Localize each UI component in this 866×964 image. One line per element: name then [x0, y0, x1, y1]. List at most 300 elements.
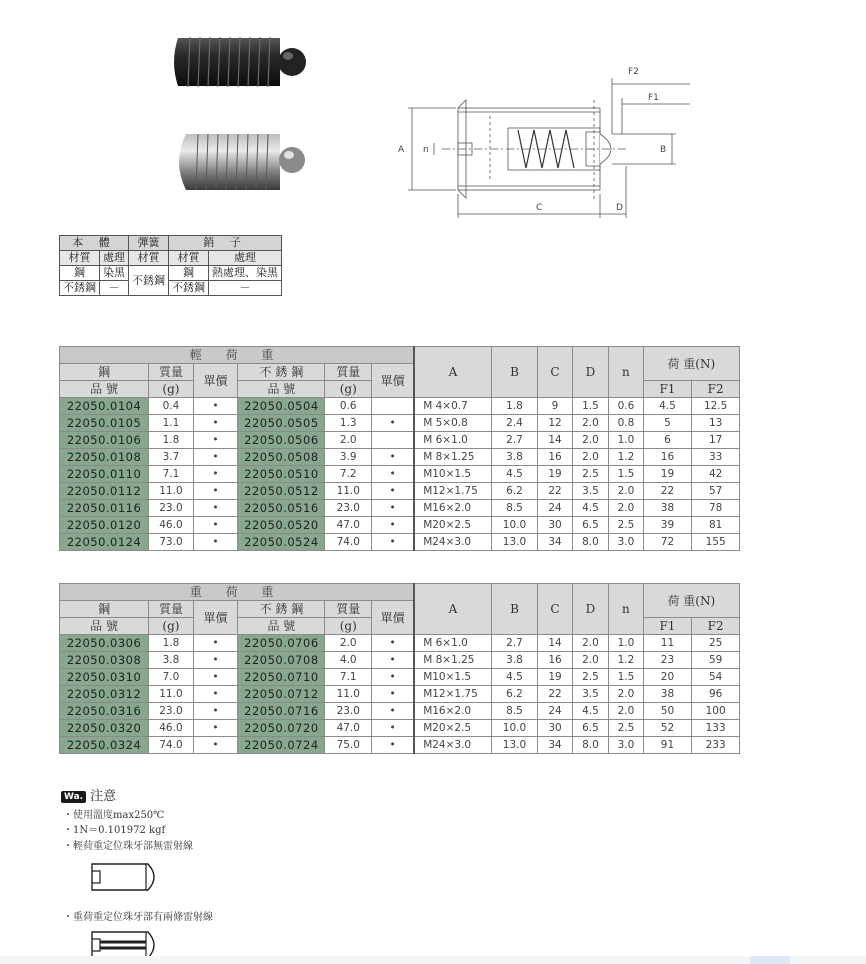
cell-C: 16 [538, 652, 572, 669]
cell-price2: • [372, 737, 415, 754]
cell-D: 8.0 [572, 737, 608, 754]
cell-code: 22050.0116 [60, 500, 149, 517]
cell-A: M 6×1.0 [414, 432, 491, 449]
cell-C: 19 [538, 669, 572, 686]
table-row [60, 703, 740, 720]
cell-B: 8.5 [491, 500, 538, 517]
mat-header-body: 本 體 [60, 236, 129, 251]
cell-F1: 38 [643, 500, 692, 517]
cell-code2: 22050.0516 [238, 500, 325, 517]
mat-header-spring: 彈簧 [129, 236, 169, 251]
cell-A: M16×2.0 [414, 500, 491, 517]
mat-cell: 染黑 [100, 266, 129, 281]
col-stainless: 不 銹 鋼 [238, 364, 325, 381]
col-n: n [609, 584, 643, 635]
cell-code: 22050.0104 [60, 398, 149, 415]
cell-price: • [193, 466, 238, 483]
col-mass-unit: (g) [149, 381, 194, 398]
col-D: D [572, 584, 608, 635]
cell-mass2: 47.0 [325, 720, 372, 737]
cell-code: 22050.0110 [60, 466, 149, 483]
cell-D: 1.5 [572, 398, 608, 415]
cell-F2: 12.5 [692, 398, 740, 415]
cell-price: • [193, 686, 238, 703]
cell-B: 4.5 [491, 669, 538, 686]
cell-mass2: 2.0 [325, 432, 372, 449]
cell-price: • [193, 432, 238, 449]
cell-code2: 22050.0506 [238, 432, 325, 449]
dim-label-D: D [616, 203, 623, 213]
cell-price2: • [372, 703, 415, 720]
note-light-load-marking: ・輕荷重定位珠牙部無雷射線 [63, 841, 193, 852]
cell-B: 8.5 [491, 703, 538, 720]
cell-D: 2.0 [572, 415, 608, 432]
cell-D: 2.5 [572, 669, 608, 686]
cell-F2: 133 [692, 720, 740, 737]
cell-mass: 1.8 [149, 635, 194, 652]
bottom-bar-accent [750, 956, 790, 964]
mat-cell: － [209, 281, 282, 296]
cell-code2: 22050.0520 [238, 517, 325, 534]
cell-B: 13.0 [491, 534, 538, 551]
cell-price2: • [372, 415, 415, 432]
col-code2: 品 號 [238, 618, 325, 635]
cell-price2: • [372, 449, 415, 466]
col-A: A [414, 584, 491, 635]
cell-F1: 91 [643, 737, 692, 754]
cell-D: 2.0 [572, 652, 608, 669]
cell-price2 [372, 432, 415, 449]
cell-A: M20×2.5 [414, 517, 491, 534]
mat-cell: 不銹鋼 [60, 281, 100, 296]
cell-n: 2.5 [609, 517, 643, 534]
note-heavy-load-marking: ・重荷重定位珠牙部有兩條雷射線 [63, 912, 213, 923]
technical-drawing [390, 60, 690, 220]
col-steel: 鋼 [60, 601, 149, 618]
cell-price: • [193, 534, 238, 551]
cell-F1: 39 [643, 517, 692, 534]
col-load: 荷 重(N) [643, 347, 739, 381]
mat-header-pin: 銷 子 [169, 236, 282, 251]
cell-D: 6.5 [572, 517, 608, 534]
cell-n: 1.5 [609, 466, 643, 483]
cell-A: M16×2.0 [414, 703, 491, 720]
cell-B: 13.0 [491, 737, 538, 754]
cell-F2: 81 [692, 517, 740, 534]
table-row [60, 432, 740, 449]
cell-mass2: 3.9 [325, 449, 372, 466]
cell-price: • [193, 669, 238, 686]
col-B: B [491, 347, 538, 398]
cell-B: 2.7 [491, 432, 538, 449]
dim-label-B: B [660, 145, 667, 155]
cell-mass2: 7.1 [325, 669, 372, 686]
cell-n: 2.0 [609, 483, 643, 500]
cell-code2: 22050.0712 [238, 686, 325, 703]
table-row [60, 669, 740, 686]
col-D: D [572, 347, 608, 398]
col-C: C [538, 584, 572, 635]
cell-A: M24×3.0 [414, 534, 491, 551]
col-price: 單價 [193, 364, 238, 398]
cell-mass2: 11.0 [325, 686, 372, 703]
table-row [60, 737, 740, 754]
cell-A: M 8×1.25 [414, 449, 491, 466]
cell-F2: 233 [692, 737, 740, 754]
cell-price: • [193, 483, 238, 500]
cell-code2: 22050.0524 [238, 534, 325, 551]
cell-B: 2.7 [491, 635, 538, 652]
cell-D: 4.5 [572, 500, 608, 517]
cell-C: 19 [538, 466, 572, 483]
cell-F1: 23 [643, 652, 692, 669]
col-F1: F1 [643, 381, 692, 398]
cell-code2: 22050.0716 [238, 703, 325, 720]
cell-n: 1.0 [609, 432, 643, 449]
cell-B: 6.2 [491, 483, 538, 500]
cell-code: 22050.0106 [60, 432, 149, 449]
cell-C: 22 [538, 483, 572, 500]
table-row [60, 449, 740, 466]
table-row [60, 635, 740, 652]
cell-code: 22050.0112 [60, 483, 149, 500]
cell-code2: 22050.0720 [238, 720, 325, 737]
col-mass2: 質量 [325, 601, 372, 618]
dim-label-n: n [423, 145, 429, 155]
cell-A: M 6×1.0 [414, 635, 491, 652]
mat-subheader: 材質 [60, 251, 100, 266]
table-row [60, 652, 740, 669]
cell-mass2: 47.0 [325, 517, 372, 534]
cell-code2: 22050.0510 [238, 466, 325, 483]
cell-code: 22050.0108 [60, 449, 149, 466]
dim-label-F2: F2 [628, 67, 639, 77]
cell-F1: 5 [643, 415, 692, 432]
cell-C: 14 [538, 432, 572, 449]
cell-mass2: 74.0 [325, 534, 372, 551]
cell-C: 9 [538, 398, 572, 415]
cell-n: 2.0 [609, 500, 643, 517]
cell-F1: 20 [643, 669, 692, 686]
cell-mass2: 2.0 [325, 635, 372, 652]
cell-F2: 96 [692, 686, 740, 703]
col-A: A [414, 347, 491, 398]
cell-price: • [193, 703, 238, 720]
cell-C: 22 [538, 686, 572, 703]
cell-price: • [193, 720, 238, 737]
mat-cell: 鋼 [60, 266, 100, 281]
cell-n: 2.5 [609, 720, 643, 737]
mat-subheader: 處理 [100, 251, 129, 266]
table-row [60, 415, 740, 432]
cell-code2: 22050.0508 [238, 449, 325, 466]
cell-D: 4.5 [572, 703, 608, 720]
cell-mass: 1.8 [149, 432, 194, 449]
cell-code2: 22050.0505 [238, 415, 325, 432]
col-F2: F2 [692, 381, 740, 398]
heavy-group-label: 重 荷 重 [60, 584, 415, 601]
cell-C: 24 [538, 500, 572, 517]
cell-code: 22050.0105 [60, 415, 149, 432]
cell-A: M 5×0.8 [414, 415, 491, 432]
cell-n: 1.5 [609, 669, 643, 686]
col-mass: 質量 [149, 601, 194, 618]
cell-price: • [193, 652, 238, 669]
cell-D: 3.5 [572, 483, 608, 500]
col-C: C [538, 347, 572, 398]
dim-label-F1: F1 [648, 93, 659, 103]
note-unit-conversion: ・1N＝0.101972 kgf [63, 825, 166, 836]
cell-mass: 11.0 [149, 686, 194, 703]
cell-B: 2.4 [491, 415, 538, 432]
cell-price2: • [372, 652, 415, 669]
cell-mass2: 7.2 [325, 466, 372, 483]
cell-F2: 25 [692, 635, 740, 652]
cell-mass: 11.0 [149, 483, 194, 500]
col-mass2: 質量 [325, 364, 372, 381]
cell-B: 3.8 [491, 449, 538, 466]
cell-mass: 7.1 [149, 466, 194, 483]
cell-F1: 4.5 [643, 398, 692, 415]
cell-code: 22050.0308 [60, 652, 149, 669]
light-group-label: 輕 荷 重 [60, 347, 415, 364]
mat-subheader: 處理 [209, 251, 282, 266]
cell-code: 22050.0310 [60, 669, 149, 686]
mat-subheader: 材質 [129, 251, 169, 266]
mat-subheader: 材質 [169, 251, 209, 266]
cell-C: 12 [538, 415, 572, 432]
dim-label-A: A [398, 145, 405, 155]
col-load: 荷 重(N) [643, 584, 739, 618]
cell-C: 30 [538, 517, 572, 534]
table-row [60, 483, 740, 500]
cell-D: 2.0 [572, 432, 608, 449]
cell-price: • [193, 500, 238, 517]
col-stainless: 不 銹 鋼 [238, 601, 325, 618]
cell-mass: 73.0 [149, 534, 194, 551]
cell-D: 2.0 [572, 449, 608, 466]
cell-F2: 33 [692, 449, 740, 466]
col-mass-unit: (g) [149, 618, 194, 635]
table-row [60, 466, 740, 483]
cell-A: M10×1.5 [414, 466, 491, 483]
table-row [60, 720, 740, 737]
col-n: n [609, 347, 643, 398]
cell-price: • [193, 449, 238, 466]
stainless-plunger-photo [172, 128, 308, 198]
cell-F2: 17 [692, 432, 740, 449]
material-table [59, 235, 282, 296]
cell-price: • [193, 737, 238, 754]
cell-B: 6.2 [491, 686, 538, 703]
cell-n: 1.0 [609, 635, 643, 652]
cell-mass2: 23.0 [325, 500, 372, 517]
table-row [60, 517, 740, 534]
cell-A: M20×2.5 [414, 720, 491, 737]
notes-title: 注意 [90, 789, 117, 804]
col-code2: 品 號 [238, 381, 325, 398]
col-mass-unit2: (g) [325, 618, 372, 635]
cell-n: 1.2 [609, 652, 643, 669]
cell-n: 2.0 [609, 686, 643, 703]
cell-F1: 72 [643, 534, 692, 551]
cell-B: 1.8 [491, 398, 538, 415]
mat-cell: － [100, 281, 129, 296]
col-B: B [491, 584, 538, 635]
cell-n: 3.0 [609, 737, 643, 754]
col-price: 單價 [193, 601, 238, 635]
cell-F1: 22 [643, 483, 692, 500]
table-row [60, 686, 740, 703]
cell-F1: 50 [643, 703, 692, 720]
cell-n: 1.2 [609, 449, 643, 466]
cell-C: 14 [538, 635, 572, 652]
cell-price2: • [372, 466, 415, 483]
black-plunger-photo [168, 28, 308, 96]
cell-F1: 6 [643, 432, 692, 449]
col-steel: 鋼 [60, 364, 149, 381]
cell-F1: 38 [643, 686, 692, 703]
col-F2: F2 [692, 618, 740, 635]
mat-cell: 不銹鋼 [129, 266, 169, 296]
cell-A: M12×1.75 [414, 686, 491, 703]
cell-mass2: 11.0 [325, 483, 372, 500]
cell-mass: 46.0 [149, 720, 194, 737]
dim-label-C: C [536, 203, 543, 213]
cell-code: 22050.0316 [60, 703, 149, 720]
cell-code: 22050.0324 [60, 737, 149, 754]
cell-code: 22050.0120 [60, 517, 149, 534]
cell-F2: 57 [692, 483, 740, 500]
cell-C: 16 [538, 449, 572, 466]
cell-price2: • [372, 686, 415, 703]
cell-D: 6.5 [572, 720, 608, 737]
cell-code: 22050.0320 [60, 720, 149, 737]
table-row [60, 398, 740, 415]
wa-badge: Wa. [61, 791, 86, 803]
cell-mass2: 4.0 [325, 652, 372, 669]
cell-n: 0.6 [609, 398, 643, 415]
cell-F2: 13 [692, 415, 740, 432]
cell-n: 0.8 [609, 415, 643, 432]
note-temperature: ・使用溫度max250℃ [63, 810, 165, 821]
heavy-load-table [59, 583, 740, 754]
col-code: 品 號 [60, 618, 149, 635]
cell-price2: • [372, 635, 415, 652]
table-row [60, 500, 740, 517]
cell-code2: 22050.0710 [238, 669, 325, 686]
cell-A: M24×3.0 [414, 737, 491, 754]
cell-code: 22050.0124 [60, 534, 149, 551]
cell-price2: • [372, 669, 415, 686]
light-load-marking-icon [88, 860, 164, 894]
cell-F2: 155 [692, 534, 740, 551]
cell-F1: 52 [643, 720, 692, 737]
cell-price2: • [372, 720, 415, 737]
cell-price2: • [372, 534, 415, 551]
col-price2: 單價 [372, 601, 415, 635]
col-code: 品 號 [60, 381, 149, 398]
cell-F2: 42 [692, 466, 740, 483]
cell-B: 3.8 [491, 652, 538, 669]
cell-A: M 8×1.25 [414, 652, 491, 669]
col-mass-unit2: (g) [325, 381, 372, 398]
cell-F1: 19 [643, 466, 692, 483]
cell-mass2: 75.0 [325, 737, 372, 754]
cell-mass: 23.0 [149, 703, 194, 720]
cell-F2: 59 [692, 652, 740, 669]
cell-A: M10×1.5 [414, 669, 491, 686]
cell-n: 3.0 [609, 534, 643, 551]
cell-mass: 46.0 [149, 517, 194, 534]
cell-price2: • [372, 483, 415, 500]
cell-mass: 1.1 [149, 415, 194, 432]
cell-D: 3.5 [572, 686, 608, 703]
cell-code: 22050.0312 [60, 686, 149, 703]
cell-mass: 3.8 [149, 652, 194, 669]
cell-mass: 3.7 [149, 449, 194, 466]
cell-code2: 22050.0724 [238, 737, 325, 754]
mat-cell: 熱處理、染黑 [209, 266, 282, 281]
cell-n: 2.0 [609, 703, 643, 720]
cell-D: 2.5 [572, 466, 608, 483]
cell-price: • [193, 415, 238, 432]
notes-heading [61, 785, 116, 804]
cell-mass: 0.4 [149, 398, 194, 415]
cell-C: 34 [538, 737, 572, 754]
cell-A: M 4×0.7 [414, 398, 491, 415]
cell-B: 10.0 [491, 720, 538, 737]
cell-mass: 74.0 [149, 737, 194, 754]
col-price2: 單價 [372, 364, 415, 398]
col-mass: 質量 [149, 364, 194, 381]
light-load-table [59, 346, 740, 551]
cell-D: 8.0 [572, 534, 608, 551]
cell-C: 24 [538, 703, 572, 720]
cell-F1: 16 [643, 449, 692, 466]
mat-cell: 不銹鋼 [169, 281, 209, 296]
cell-price: • [193, 398, 238, 415]
cell-B: 10.0 [491, 517, 538, 534]
col-F1: F1 [643, 618, 692, 635]
cell-code2: 22050.0512 [238, 483, 325, 500]
cell-C: 34 [538, 534, 572, 551]
cell-mass2: 23.0 [325, 703, 372, 720]
cell-mass: 7.0 [149, 669, 194, 686]
cell-C: 30 [538, 720, 572, 737]
cell-F2: 78 [692, 500, 740, 517]
cell-mass2: 0.6 [325, 398, 372, 415]
cell-F2: 100 [692, 703, 740, 720]
cell-code2: 22050.0504 [238, 398, 325, 415]
cell-A: M12×1.75 [414, 483, 491, 500]
cell-price: • [193, 635, 238, 652]
cell-code2: 22050.0706 [238, 635, 325, 652]
mat-cell: 鋼 [169, 266, 209, 281]
cell-D: 2.0 [572, 635, 608, 652]
cell-price2 [372, 398, 415, 415]
cell-price2: • [372, 500, 415, 517]
table-row [60, 534, 740, 551]
cell-B: 4.5 [491, 466, 538, 483]
cell-code2: 22050.0708 [238, 652, 325, 669]
cell-code: 22050.0306 [60, 635, 149, 652]
cell-F2: 54 [692, 669, 740, 686]
cell-price2: • [372, 517, 415, 534]
cell-F1: 11 [643, 635, 692, 652]
cell-mass2: 1.3 [325, 415, 372, 432]
cell-price: • [193, 517, 238, 534]
